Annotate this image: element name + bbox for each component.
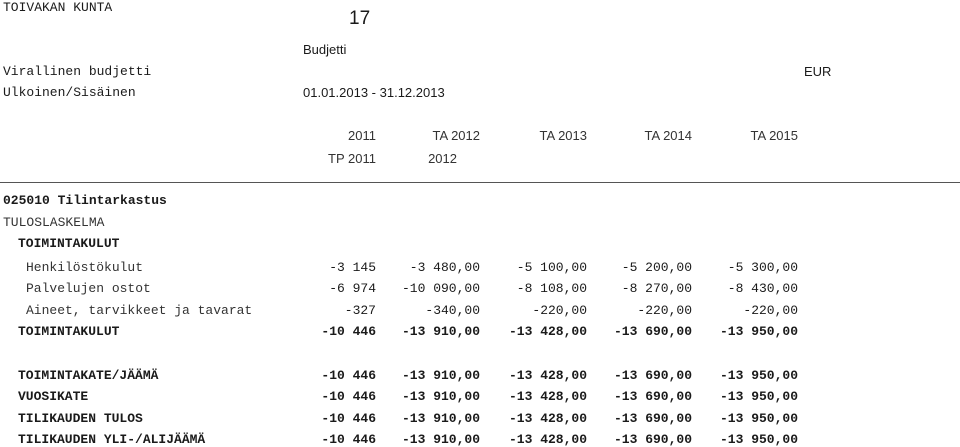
total-value: -10 446: [321, 411, 376, 426]
row-value: -6 974: [329, 281, 376, 296]
row-label-henkilostokulut: Henkilöstökulut: [26, 260, 144, 275]
row-value: -327: [344, 303, 376, 318]
row-value: -10 446: [321, 324, 376, 339]
total-value: -13 950,00: [719, 411, 798, 426]
row-label-aineet: Aineet, tarvikkeet ja tavarat: [26, 303, 253, 318]
period: 01.01.2013 - 31.12.2013: [303, 85, 445, 100]
row-value: -13 910,00: [401, 324, 480, 339]
column-header-ta-2014: TA 2014: [644, 128, 692, 143]
total-label-toimintakate: TOIMINTAKATE/JÄÄMÄ: [18, 368, 159, 383]
total-value: -10 446: [321, 432, 376, 447]
row-value: -3 480,00: [409, 260, 480, 275]
row-value: -3 145: [329, 260, 376, 275]
row-value: -220,00: [637, 303, 692, 318]
currency: EUR: [804, 64, 832, 79]
total-value: -13 910,00: [401, 368, 480, 383]
row-value: -10 090,00: [401, 281, 480, 296]
column-header-2011: 2011: [348, 128, 376, 143]
total-value: -13 428,00: [508, 411, 587, 426]
row-value: -8 430,00: [727, 281, 798, 296]
column-header-ta-2015: TA 2015: [750, 128, 798, 143]
group-heading: TOIMINTAKULUT: [18, 236, 120, 251]
row-label-palvelujen-ostot: Palvelujen ostot: [26, 281, 151, 296]
total-value: -13 690,00: [613, 368, 692, 383]
total-value: -13 690,00: [613, 432, 692, 447]
total-label-tilikauden-tulos: TILIKAUDEN TULOS: [18, 411, 143, 426]
unit-heading: 025010 Tilintarkastus: [3, 193, 167, 208]
total-label-yli-alijaama: TILIKAUDEN YLI-/ALIJÄÄMÄ: [18, 432, 206, 447]
total-value: -13 950,00: [719, 389, 798, 404]
total-value: -13 428,00: [508, 389, 587, 404]
scope: Ulkoinen/Sisäinen: [3, 85, 136, 100]
row-label-toimintakulut-total: TOIMINTAKULUT: [18, 324, 120, 339]
row-value: -8 270,00: [621, 281, 692, 296]
total-value: -13 428,00: [508, 432, 587, 447]
page-number: 17: [349, 8, 371, 29]
total-value: -10 446: [321, 368, 376, 383]
row-value: -8 108,00: [516, 281, 587, 296]
row-value: -5 100,00: [516, 260, 587, 275]
total-value: -13 910,00: [401, 432, 480, 447]
total-value: -13 690,00: [613, 389, 692, 404]
total-value: -13 428,00: [508, 368, 587, 383]
row-value: -13 950,00: [719, 324, 798, 339]
total-value: -10 446: [321, 389, 376, 404]
report-title: Budjetti: [303, 42, 347, 57]
row-value: -5 200,00: [621, 260, 692, 275]
total-value: -13 950,00: [719, 368, 798, 383]
total-value: -13 950,00: [719, 432, 798, 447]
budget-type: Virallinen budjetti: [3, 64, 152, 79]
header-divider: [0, 182, 960, 183]
row-value: -13 690,00: [613, 324, 692, 339]
row-value: -5 300,00: [727, 260, 798, 275]
column-header-ta-2013: TA 2013: [539, 128, 587, 143]
statement-heading: TULOSLASKELMA: [3, 215, 105, 230]
row-value: -220,00: [743, 303, 798, 318]
total-value: -13 690,00: [613, 411, 692, 426]
column-header-ta-2012: TA 2012: [432, 128, 480, 143]
company-name: TOIVAKAN KUNTA: [3, 0, 113, 15]
column-subheader-tp-2011: TP 2011: [328, 151, 376, 166]
row-value: -13 428,00: [508, 324, 587, 339]
column-subheader-2012: 2012: [428, 151, 457, 166]
row-value: -220,00: [532, 303, 587, 318]
total-label-vuosikate: VUOSIKATE: [18, 389, 89, 404]
total-value: -13 910,00: [401, 389, 480, 404]
total-value: -13 910,00: [401, 411, 480, 426]
row-value: -340,00: [425, 303, 480, 318]
